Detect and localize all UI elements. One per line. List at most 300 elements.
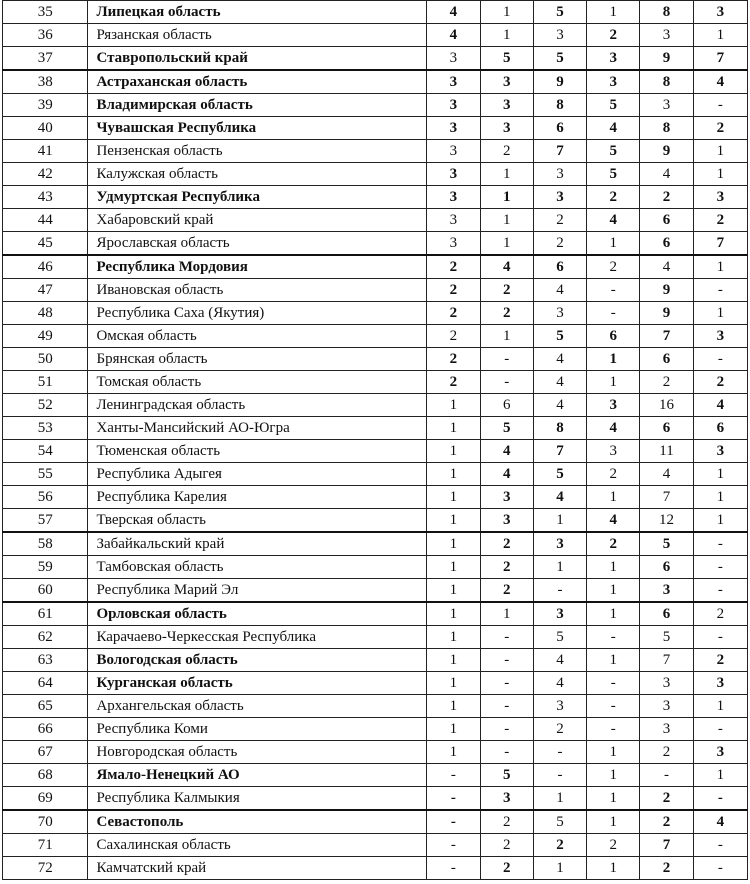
value-cell-1: 1: [427, 602, 480, 626]
value-cell-6: -: [693, 279, 747, 302]
value-cell-4: 1: [587, 348, 640, 371]
table-row: [3, 232, 748, 256]
row-number: 56: [3, 486, 88, 509]
value-cell-1: 3: [427, 163, 480, 186]
value-cell-6: 3: [693, 741, 747, 764]
value-cell-2: 1: [480, 24, 533, 47]
region-name: Калужская область: [88, 163, 427, 186]
value-cell-4: 4: [587, 117, 640, 140]
value-cell-5: 2: [640, 371, 693, 394]
table-row: [3, 417, 748, 440]
value-cell-5: 16: [640, 394, 693, 417]
value-cell-3: 4: [533, 672, 586, 695]
value-cell-3: 5: [533, 1, 586, 24]
table-row: [3, 302, 748, 325]
row-number: 36: [3, 24, 88, 47]
value-cell-6: 1: [693, 764, 747, 787]
value-cell-6: 3: [693, 672, 747, 695]
value-cell-2: 4: [480, 440, 533, 463]
value-cell-6: 2: [693, 371, 747, 394]
value-cell-2: 2: [480, 810, 533, 834]
value-cell-6: 4: [693, 70, 747, 94]
value-cell-5: 3: [640, 579, 693, 603]
table-row: [3, 509, 748, 533]
value-cell-6: 2: [693, 117, 747, 140]
regions-table-body: [3, 1, 748, 880]
row-number: 38: [3, 70, 88, 94]
value-cell-6: 6: [693, 417, 747, 440]
region-name: Ленинградская область: [88, 394, 427, 417]
value-cell-4: 3: [587, 70, 640, 94]
value-cell-6: 3: [693, 1, 747, 24]
row-number: 39: [3, 94, 88, 117]
value-cell-4: 2: [587, 463, 640, 486]
value-cell-3: 3: [533, 302, 586, 325]
value-cell-2: -: [480, 371, 533, 394]
value-cell-4: 1: [587, 579, 640, 603]
value-cell-1: 1: [427, 579, 480, 603]
table-row: [3, 209, 748, 232]
table-row: [3, 787, 748, 811]
table-row: [3, 348, 748, 371]
value-cell-5: 3: [640, 24, 693, 47]
value-cell-3: 4: [533, 279, 586, 302]
value-cell-6: 1: [693, 163, 747, 186]
value-cell-6: 3: [693, 440, 747, 463]
region-name: Тамбовская область: [88, 556, 427, 579]
value-cell-1: 1: [427, 394, 480, 417]
value-cell-6: 1: [693, 463, 747, 486]
table-row: [3, 741, 748, 764]
region-name: Архангельская область: [88, 695, 427, 718]
table-row: [3, 579, 748, 603]
table-row: [3, 463, 748, 486]
table-row: [3, 47, 748, 71]
value-cell-3: 6: [533, 255, 586, 279]
row-number: 43: [3, 186, 88, 209]
value-cell-1: -: [427, 834, 480, 857]
value-cell-4: 1: [587, 232, 640, 256]
row-number: 41: [3, 140, 88, 163]
value-cell-1: -: [427, 810, 480, 834]
value-cell-5: 6: [640, 556, 693, 579]
row-number: 40: [3, 117, 88, 140]
value-cell-3: 5: [533, 325, 586, 348]
value-cell-5: 2: [640, 787, 693, 811]
value-cell-1: 2: [427, 302, 480, 325]
value-cell-6: 1: [693, 486, 747, 509]
value-cell-1: 1: [427, 556, 480, 579]
value-cell-4: 2: [587, 532, 640, 556]
value-cell-6: -: [693, 556, 747, 579]
region-name: Карачаево-Черкесская Республика: [88, 626, 427, 649]
value-cell-5: 3: [640, 718, 693, 741]
value-cell-3: 3: [533, 163, 586, 186]
table-row: [3, 857, 748, 880]
value-cell-2: 2: [480, 857, 533, 880]
region-name: Ямало-Ненецкий АО: [88, 764, 427, 787]
table-row: [3, 1, 748, 24]
table-row: [3, 532, 748, 556]
value-cell-4: -: [587, 626, 640, 649]
value-cell-5: 11: [640, 440, 693, 463]
value-cell-2: -: [480, 718, 533, 741]
value-cell-6: 2: [693, 209, 747, 232]
row-number: 61: [3, 602, 88, 626]
value-cell-1: 1: [427, 649, 480, 672]
value-cell-6: -: [693, 857, 747, 880]
value-cell-3: 4: [533, 649, 586, 672]
row-number: 55: [3, 463, 88, 486]
row-number: 46: [3, 255, 88, 279]
region-name: Камчатский край: [88, 857, 427, 880]
value-cell-4: 4: [587, 209, 640, 232]
row-number: 44: [3, 209, 88, 232]
region-name: Республика Мордовия: [88, 255, 427, 279]
region-name: Томская область: [88, 371, 427, 394]
value-cell-3: 5: [533, 463, 586, 486]
row-number: 48: [3, 302, 88, 325]
value-cell-1: 2: [427, 255, 480, 279]
row-number: 59: [3, 556, 88, 579]
value-cell-6: -: [693, 348, 747, 371]
value-cell-1: 3: [427, 232, 480, 256]
region-name: Ханты-Мансийский АО-Югра: [88, 417, 427, 440]
value-cell-1: 3: [427, 47, 480, 71]
value-cell-6: -: [693, 532, 747, 556]
value-cell-4: 5: [587, 140, 640, 163]
table-row: [3, 834, 748, 857]
value-cell-1: 2: [427, 348, 480, 371]
value-cell-2: -: [480, 649, 533, 672]
value-cell-1: 1: [427, 626, 480, 649]
value-cell-6: -: [693, 787, 747, 811]
table-row: [3, 672, 748, 695]
value-cell-1: 3: [427, 70, 480, 94]
region-name: Республика Коми: [88, 718, 427, 741]
value-cell-4: 5: [587, 163, 640, 186]
value-cell-3: 2: [533, 232, 586, 256]
value-cell-1: 1: [427, 532, 480, 556]
value-cell-6: -: [693, 626, 747, 649]
region-name: Брянская область: [88, 348, 427, 371]
value-cell-1: 1: [427, 695, 480, 718]
value-cell-2: 4: [480, 255, 533, 279]
row-number: 37: [3, 47, 88, 71]
value-cell-2: 4: [480, 463, 533, 486]
value-cell-5: -: [640, 764, 693, 787]
value-cell-3: 1: [533, 509, 586, 533]
row-number: 68: [3, 764, 88, 787]
value-cell-4: 1: [587, 741, 640, 764]
row-number: 58: [3, 532, 88, 556]
value-cell-2: -: [480, 672, 533, 695]
value-cell-1: 3: [427, 209, 480, 232]
value-cell-1: 2: [427, 325, 480, 348]
row-number: 63: [3, 649, 88, 672]
value-cell-1: 1: [427, 486, 480, 509]
row-number: 49: [3, 325, 88, 348]
value-cell-5: 4: [640, 463, 693, 486]
value-cell-1: 1: [427, 718, 480, 741]
table-row: [3, 626, 748, 649]
value-cell-5: 3: [640, 695, 693, 718]
region-name: Хабаровский край: [88, 209, 427, 232]
value-cell-5: 6: [640, 348, 693, 371]
value-cell-3: 3: [533, 24, 586, 47]
table-row: [3, 810, 748, 834]
value-cell-4: 5: [587, 94, 640, 117]
value-cell-2: 1: [480, 186, 533, 209]
value-cell-2: 1: [480, 209, 533, 232]
value-cell-3: -: [533, 579, 586, 603]
row-number: 53: [3, 417, 88, 440]
region-name: Республика Адыгея: [88, 463, 427, 486]
value-cell-4: 1: [587, 486, 640, 509]
value-cell-5: 9: [640, 47, 693, 71]
value-cell-3: 6: [533, 117, 586, 140]
value-cell-5: 7: [640, 834, 693, 857]
value-cell-4: 1: [587, 764, 640, 787]
value-cell-4: 1: [587, 857, 640, 880]
value-cell-5: 7: [640, 486, 693, 509]
value-cell-3: 4: [533, 486, 586, 509]
row-number: 51: [3, 371, 88, 394]
value-cell-1: 3: [427, 140, 480, 163]
value-cell-2: 5: [480, 417, 533, 440]
value-cell-4: 2: [587, 24, 640, 47]
value-cell-3: 3: [533, 695, 586, 718]
value-cell-1: 3: [427, 117, 480, 140]
value-cell-2: 5: [480, 764, 533, 787]
value-cell-1: 4: [427, 24, 480, 47]
row-number: 50: [3, 348, 88, 371]
row-number: 54: [3, 440, 88, 463]
value-cell-6: -: [693, 834, 747, 857]
region-name: Липецкая область: [88, 1, 427, 24]
value-cell-5: 5: [640, 532, 693, 556]
value-cell-5: 3: [640, 94, 693, 117]
value-cell-3: 4: [533, 371, 586, 394]
value-cell-3: -: [533, 741, 586, 764]
value-cell-3: 5: [533, 626, 586, 649]
value-cell-5: 12: [640, 509, 693, 533]
value-cell-3: -: [533, 764, 586, 787]
table-row: [3, 279, 748, 302]
value-cell-2: -: [480, 741, 533, 764]
value-cell-6: 1: [693, 24, 747, 47]
row-number: 57: [3, 509, 88, 533]
value-cell-2: 1: [480, 602, 533, 626]
row-number: 47: [3, 279, 88, 302]
value-cell-2: 5: [480, 47, 533, 71]
value-cell-5: 9: [640, 140, 693, 163]
value-cell-1: 1: [427, 672, 480, 695]
table-row: [3, 394, 748, 417]
value-cell-6: 1: [693, 255, 747, 279]
row-number: 66: [3, 718, 88, 741]
value-cell-1: 4: [427, 1, 480, 24]
value-cell-5: 6: [640, 602, 693, 626]
value-cell-2: 2: [480, 279, 533, 302]
region-name: Чувашская Республика: [88, 117, 427, 140]
value-cell-5: 3: [640, 672, 693, 695]
row-number: 70: [3, 810, 88, 834]
region-name: Новгородская область: [88, 741, 427, 764]
value-cell-1: 3: [427, 94, 480, 117]
value-cell-3: 3: [533, 602, 586, 626]
value-cell-5: 2: [640, 857, 693, 880]
value-cell-3: 8: [533, 94, 586, 117]
region-name: Вологодская область: [88, 649, 427, 672]
table-row: [3, 117, 748, 140]
value-cell-2: 2: [480, 579, 533, 603]
row-number: 45: [3, 232, 88, 256]
table-row: [3, 718, 748, 741]
value-cell-4: 1: [587, 810, 640, 834]
value-cell-3: 3: [533, 186, 586, 209]
value-cell-5: 8: [640, 117, 693, 140]
value-cell-4: 1: [587, 602, 640, 626]
row-number: 60: [3, 579, 88, 603]
value-cell-6: 3: [693, 186, 747, 209]
value-cell-5: 2: [640, 186, 693, 209]
region-name: Ивановская область: [88, 279, 427, 302]
value-cell-3: 3: [533, 532, 586, 556]
row-number: 71: [3, 834, 88, 857]
value-cell-2: 1: [480, 232, 533, 256]
table-row: [3, 440, 748, 463]
row-number: 42: [3, 163, 88, 186]
value-cell-3: 9: [533, 70, 586, 94]
value-cell-1: 1: [427, 463, 480, 486]
value-cell-6: 4: [693, 810, 747, 834]
table-row: [3, 70, 748, 94]
value-cell-3: 5: [533, 47, 586, 71]
value-cell-4: 1: [587, 371, 640, 394]
table-row: [3, 556, 748, 579]
value-cell-1: -: [427, 764, 480, 787]
value-cell-3: 1: [533, 857, 586, 880]
row-number: 69: [3, 787, 88, 811]
value-cell-4: 2: [587, 255, 640, 279]
value-cell-3: 4: [533, 348, 586, 371]
value-cell-3: 8: [533, 417, 586, 440]
value-cell-4: -: [587, 279, 640, 302]
value-cell-5: 4: [640, 163, 693, 186]
region-name: Республика Карелия: [88, 486, 427, 509]
value-cell-6: 7: [693, 232, 747, 256]
value-cell-5: 5: [640, 626, 693, 649]
value-cell-5: 4: [640, 255, 693, 279]
row-number: 67: [3, 741, 88, 764]
value-cell-5: 2: [640, 810, 693, 834]
table-row: [3, 163, 748, 186]
value-cell-4: 3: [587, 394, 640, 417]
value-cell-1: -: [427, 787, 480, 811]
region-name: Астраханская область: [88, 70, 427, 94]
value-cell-5: 6: [640, 209, 693, 232]
value-cell-2: 1: [480, 1, 533, 24]
value-cell-3: 7: [533, 440, 586, 463]
region-name: Курганская область: [88, 672, 427, 695]
value-cell-4: 4: [587, 509, 640, 533]
value-cell-2: -: [480, 695, 533, 718]
value-cell-4: 1: [587, 649, 640, 672]
value-cell-6: -: [693, 94, 747, 117]
value-cell-4: -: [587, 672, 640, 695]
value-cell-1: 2: [427, 279, 480, 302]
region-name: Республика Калмыкия: [88, 787, 427, 811]
value-cell-3: 1: [533, 787, 586, 811]
region-name: Пензенская область: [88, 140, 427, 163]
region-name: Владимирская область: [88, 94, 427, 117]
value-cell-2: 3: [480, 509, 533, 533]
regions-table: [2, 0, 748, 880]
table-row: [3, 186, 748, 209]
table-row: [3, 24, 748, 47]
value-cell-4: 1: [587, 787, 640, 811]
region-name: Омская область: [88, 325, 427, 348]
region-name: Республика Марий Эл: [88, 579, 427, 603]
table-row: [3, 325, 748, 348]
value-cell-5: 8: [640, 70, 693, 94]
value-cell-4: 2: [587, 834, 640, 857]
region-name: Тверская область: [88, 509, 427, 533]
row-number: 62: [3, 626, 88, 649]
value-cell-1: 1: [427, 509, 480, 533]
value-cell-3: 1: [533, 556, 586, 579]
value-cell-1: 3: [427, 186, 480, 209]
value-cell-6: 2: [693, 649, 747, 672]
value-cell-2: 3: [480, 94, 533, 117]
value-cell-3: 2: [533, 834, 586, 857]
table-row: [3, 649, 748, 672]
value-cell-4: -: [587, 695, 640, 718]
row-number: 64: [3, 672, 88, 695]
table-row: [3, 94, 748, 117]
value-cell-2: 3: [480, 787, 533, 811]
value-cell-6: 1: [693, 140, 747, 163]
region-name: Рязанская область: [88, 24, 427, 47]
value-cell-6: 2: [693, 602, 747, 626]
value-cell-3: 7: [533, 140, 586, 163]
value-cell-4: 3: [587, 440, 640, 463]
value-cell-1: 2: [427, 371, 480, 394]
value-cell-5: 7: [640, 325, 693, 348]
region-name: Тюменская область: [88, 440, 427, 463]
value-cell-6: 7: [693, 47, 747, 71]
table-row: [3, 695, 748, 718]
region-name: Сахалинская область: [88, 834, 427, 857]
value-cell-2: 1: [480, 163, 533, 186]
value-cell-5: 9: [640, 302, 693, 325]
value-cell-4: 4: [587, 417, 640, 440]
region-name: Орловская область: [88, 602, 427, 626]
value-cell-4: 3: [587, 47, 640, 71]
value-cell-4: 1: [587, 556, 640, 579]
table-row: [3, 486, 748, 509]
value-cell-1: -: [427, 857, 480, 880]
value-cell-2: 2: [480, 532, 533, 556]
region-name: Ярославская область: [88, 232, 427, 256]
value-cell-5: 2: [640, 741, 693, 764]
value-cell-5: 7: [640, 649, 693, 672]
value-cell-5: 6: [640, 232, 693, 256]
table-row: [3, 764, 748, 787]
value-cell-2: -: [480, 348, 533, 371]
value-cell-2: -: [480, 626, 533, 649]
